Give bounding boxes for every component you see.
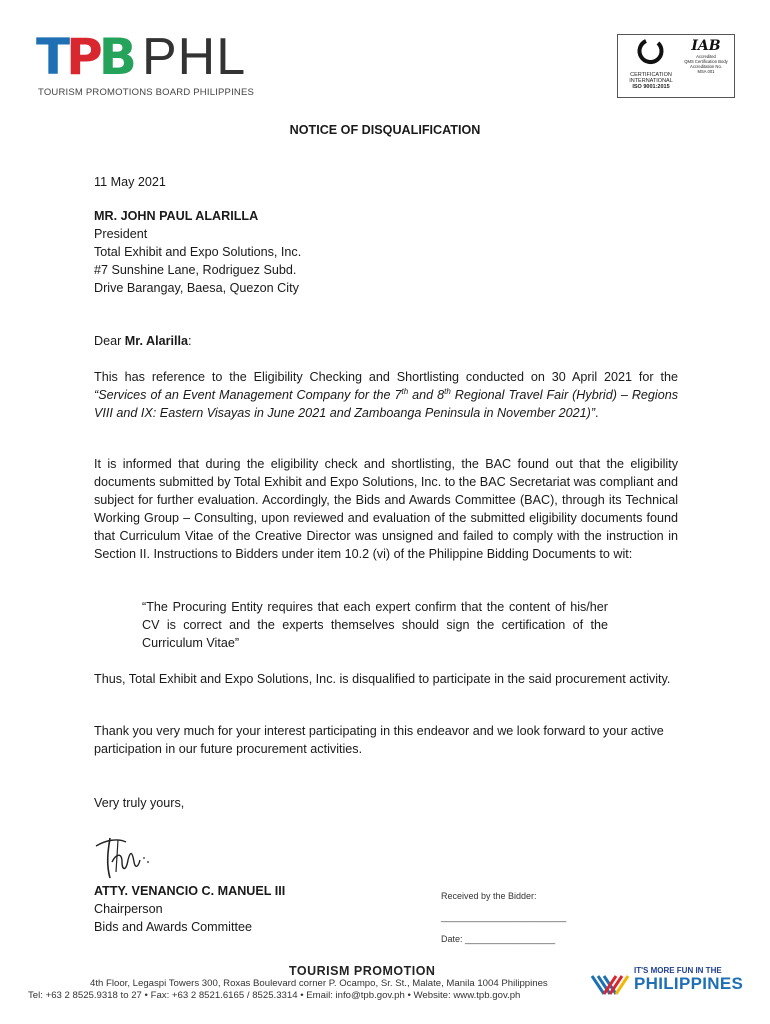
received-date-row — [441, 934, 555, 944]
iab-line-3: Accreditation No. — [690, 64, 722, 69]
salutation-suffix: : — [188, 334, 192, 348]
received-date-label: Date: — [441, 934, 463, 944]
para1-sup-1: th — [401, 386, 409, 396]
received-date-line: __________________ — [462, 934, 556, 944]
handwritten-signature — [92, 832, 154, 882]
footer-contact: Tel: +63 2 8525.9318 to 27 • Fax: +63 2 8521.6165 / 8525.3314 • Email: info@tpb.gov.ph • Website: www.tpb.gov.ph — [28, 990, 521, 1001]
slogan-top: IT'S MORE FUN IN THE — [634, 966, 722, 975]
recipient-block — [94, 207, 301, 297]
salutation-name: Mr. Alarilla — [124, 334, 189, 348]
iab-line-1: Accredited — [696, 54, 716, 59]
para1-italic-c: Regional Travel Fair (Hybrid) – Regions VIII and IX: Eastern Visayas in June 2021 and Zamboanga Peninsula in November 2021)” — [94, 388, 679, 420]
recipient-address-2: Drive Barangay, Baesa, Quezon City — [94, 281, 299, 295]
paragraph-thanks: Thank you very much for your interest participating in this endeavor and we look forward to your active participation in our future procurement activities. — [94, 724, 664, 756]
its-more-fun-philippines-logo — [590, 966, 744, 998]
logo-phl-text: PHL — [142, 28, 247, 86]
slogan-main — [634, 974, 743, 994]
footer-address: 4th Floor, Legaspi Towers 300, Roxas Boulevard corner P. Ocampo, Sr. St., Malate, Manila 1004 Philippines — [90, 978, 548, 989]
signatory-block — [94, 882, 285, 936]
logo-letter-p: P — [66, 28, 99, 86]
notice-title: NOTICE OF DISQUALIFICATION — [289, 123, 481, 137]
slogan-main-text: PHILIPPINES — [634, 974, 744, 993]
received-by-label: Received by the Bidder: — [441, 891, 537, 901]
signatory-name: ATTY. VENANCIO C. MANUEL III — [94, 884, 286, 898]
recipient-position: President — [94, 227, 148, 241]
certification-international-badge — [622, 37, 680, 93]
salutation-prefix: Dear — [94, 334, 125, 348]
quoted-instruction: “The Procuring Entity requires that each expert confirm that the content of his/her CV is correct and the experts themselves should sign the certification of the Curriculum Vitae” — [142, 600, 608, 650]
paragraph-findings: It is informed that during the eligibility check and shortlisting, the BAC found out that the eligibility documents submitted by Total Exhibit and Expo Solutions, Inc. to the BAC Secretariat was compliant and subject for further evaluation. Accordingly, the Bids and Awards Committee (BAC), through its Technical Working Group – Consulting, upon reviewed and evaluation of the submitted eligibility documents found that Curriculum Vitae of the Creative Director was unsigned and failed to comply with the instruction in Section II. Instructions to Bidders under item 10.2 (vi) of the Philippine Bidding Documents to wit: — [94, 457, 678, 561]
letter-date: 11 May 2021 — [94, 175, 166, 189]
para1-italic-a: “Services of an Event Management Company for the 7 — [94, 388, 402, 402]
weave-logo-icon — [590, 972, 632, 998]
iab-line-2: QMS Certification Body — [684, 59, 728, 64]
cert-line-1: CERTIFICATION — [630, 72, 672, 78]
para1-italic-b: and 8 — [408, 388, 445, 402]
iab-mark: IAB — [691, 38, 721, 54]
logo-letter-b: B — [98, 28, 133, 86]
cert-line-2: INTERNATIONAL — [629, 78, 673, 84]
certification-ring-icon — [622, 37, 680, 67]
recipient-name: MR. JOHN PAUL ALARILLA — [94, 209, 259, 223]
tpb-logo-mark — [36, 28, 133, 86]
received-by-signature-line: _________________________ — [441, 912, 567, 922]
cert-line-3: ISO 9001:2015 — [632, 84, 670, 90]
para1-sup-2: th — [444, 386, 451, 396]
paragraph-disqualification: Thus, Total Exhibit and Expo Solutions, Inc. is disqualified to participate in the said procurement activity. — [94, 672, 671, 686]
salutation — [94, 332, 192, 350]
iab-accreditation-badge — [682, 38, 730, 92]
signatory-committee: Bids and Awards Committee — [94, 920, 252, 934]
recipient-company: Total Exhibit and Expo Solutions, Inc. — [94, 245, 302, 259]
closing: Very truly yours, — [94, 796, 185, 810]
logo-subtitle: TOURISM PROMOTIONS BOARD PHILIPPINES — [38, 87, 255, 98]
recipient-address-1: #7 Sunshine Lane, Rodriguez Subd. — [94, 263, 297, 277]
para1-text: This has reference to the Eligibility Checking and Shortlisting conducted on 30 April 2021 for the — [94, 370, 678, 384]
para1-end: . — [595, 406, 599, 420]
iab-line-4: MSA 001 — [697, 69, 715, 74]
logo-letter-t: T — [36, 28, 67, 86]
paragraph-reference — [94, 368, 678, 422]
footer-brand: TOURISM PROMOTION — [289, 964, 436, 978]
signatory-position: Chairperson — [94, 902, 163, 916]
